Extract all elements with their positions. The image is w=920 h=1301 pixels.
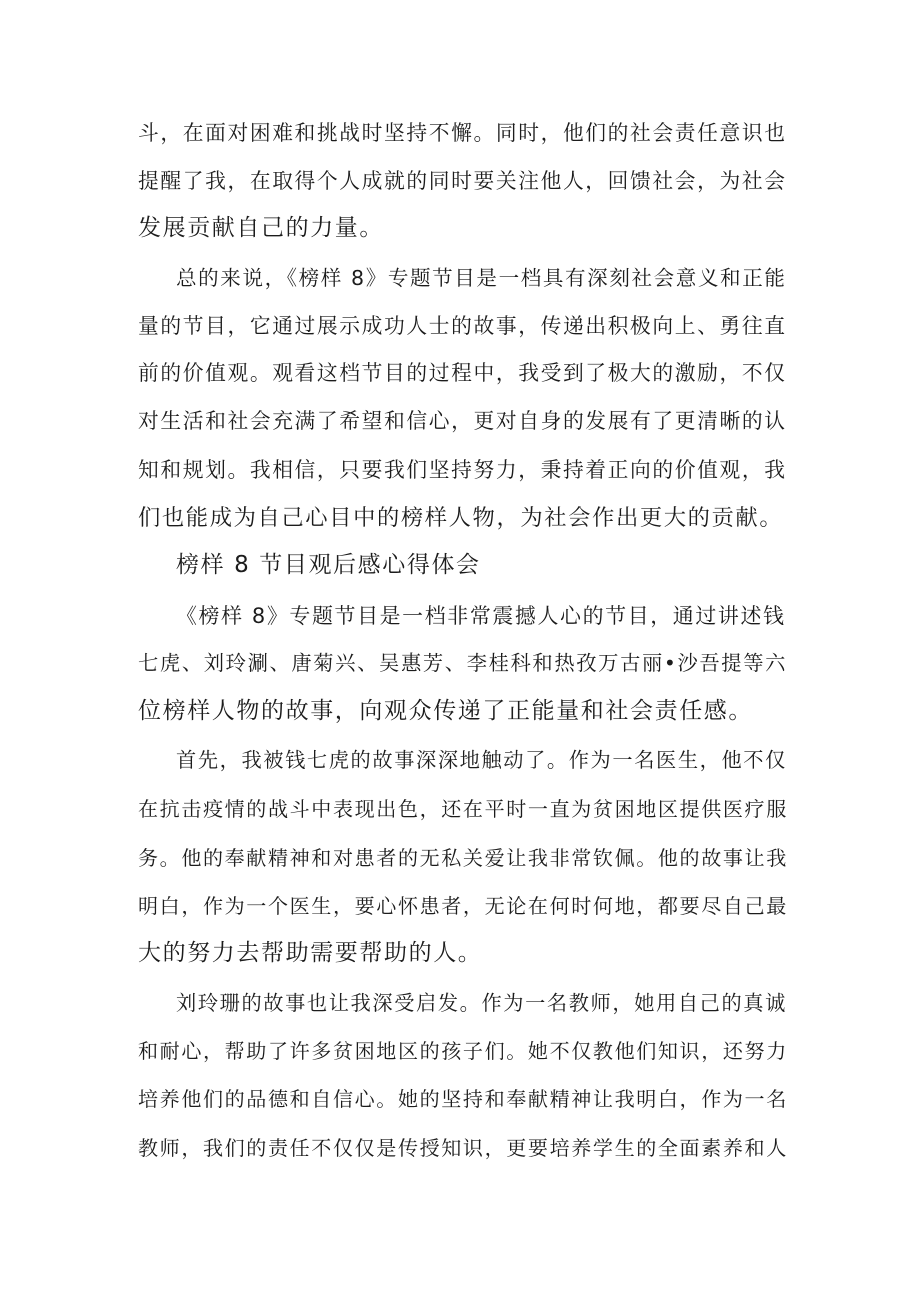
paragraph-first-line: 首先，我被钱七虎的故事深深地触动了。作为一名医生，他不仅 xyxy=(176,748,787,772)
text-line: 和耐心，帮助了许多贫困地区的孩子们。她不仅教他们知识，还努力 xyxy=(138,1039,788,1063)
paragraph-first-line: 总的来说，《榜样 8》专题节目是一档具有深刻社会意义和正能 xyxy=(176,266,787,290)
text-line: 位榜样人物的故事，向观众传递了正能量和社会责任感。 xyxy=(138,698,753,724)
text-line: 大的努力去帮助需要帮助的人。 xyxy=(138,940,483,966)
text-line: 在抗击疫情的战斗中表现出色，还在平时一直为贫困地区提供医疗服 xyxy=(138,797,788,821)
text-line: 对生活和社会充满了希望和信心，更对自身的发展有了更清晰的认 xyxy=(138,409,787,433)
text-line: 明白，作为一个医生，要心怀患者，无论在何时何地，都要尽自己最 xyxy=(138,894,788,918)
text-line: 知和规划。我相信，只要我们坚持努力，秉持着正向的价值观，我 xyxy=(138,458,787,482)
text-line: 前的价值观。观看这档节目的过程中，我受到了极大的激励，不仅 xyxy=(138,361,787,385)
text-line: 斗，在面对困难和挑战时坚持不懈。同时，他们的社会责任意识也 xyxy=(138,121,787,145)
text-line: 提醒了我，在取得个人成就的同时要关注他人，回馈社会，为社会 xyxy=(138,169,787,193)
text-line: 量的节目，它通过展示成功人士的故事，传递出积极向上、勇往直 xyxy=(138,314,787,338)
text-line: 务。他的奉献精神和对患者的无私关爱让我非常钦佩。他的故事让我 xyxy=(138,846,788,870)
text-line: 们也能成为自己心目中的榜样人物，为社会作出更大的贡献。 xyxy=(138,505,784,531)
text-line: 发展贡献自己的力量。 xyxy=(138,215,384,241)
paragraph-first-line: 刘玲珊的故事也让我深受启发。作为一名教师，她用自己的真诚 xyxy=(176,991,787,1015)
section-heading: 榜样 8 节目观后感心得体会 xyxy=(176,552,481,578)
text-line: 七虎、刘玲涮、唐菊兴、吴惠芳、李桂科和热孜万古丽•沙吾提等六 xyxy=(138,651,788,675)
paragraph-first-line: 《榜样 8》专题节目是一档非常震撼人心的节目，通过讲述钱 xyxy=(176,604,786,628)
text-line: 培养他们的品德和自信心。她的坚持和奉献精神让我明白，作为一名 xyxy=(138,1087,788,1111)
text-line: 教师，我们的责任不仅仅是传授知识，更要培养学生的全面素养和人 xyxy=(138,1136,788,1160)
